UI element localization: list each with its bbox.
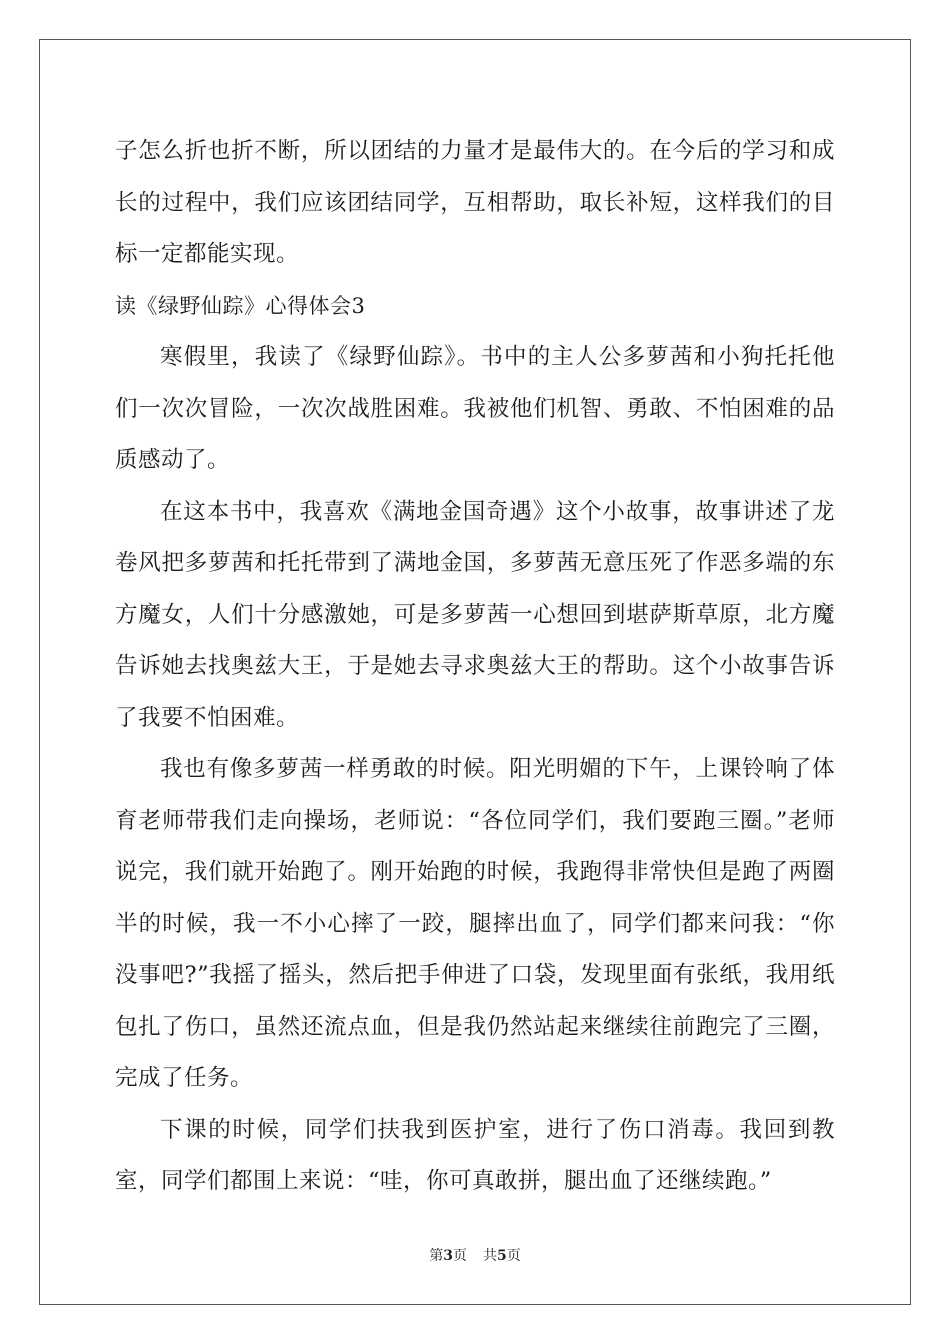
section-heading: 读《绿野仙踪》心得体会3 bbox=[115, 293, 366, 318]
page-footer bbox=[0, 1246, 950, 1266]
page-number: 第3页 bbox=[429, 1248, 467, 1264]
document-body bbox=[115, 126, 835, 1208]
paragraph: 下课的时候，同学们扶我到医护室，进行了伤口消毒。我回到教室，同学们都围上来说：“哇，你可真敢拼，腿出血了还继续跑。” bbox=[115, 1116, 835, 1194]
paragraph: 我也有像多萝茜一样勇敢的时候。阳光明媚的下午，上课铃响了体育老师带我们走向操场，老师说：“各位同学们，我们要跑三圈。”老师说完，我们就开始跑了。刚开始跑的时候，我跑得非常快但是跑了两圈半的时候，我一不小心摔了一跤，腿摔出血了，同学们都来问我：“你没事吧?”我摇了摇头，然后把手伸进了口袋，发现里面有张纸，我用纸包扎了伤口，虽然还流点血，但是我仍然站起来继续往前跑完了三圈，完成了任务。 bbox=[115, 756, 835, 1091]
paragraph: 在这本书中，我喜欢《满地金国奇遇》这个小故事，故事讲述了龙卷风把多萝茜和托托带到了满地金国，多萝茜无意压死了作恶多端的东方魔女，人们十分感激她，可是多萝茜一心想回到堪萨斯草原，北方魔告诉她去找奥兹大王，于是她去寻求奥兹大王的帮助。这个小故事告诉了我要不怕困难。 bbox=[115, 498, 835, 731]
page-total: 共5页 bbox=[483, 1248, 521, 1264]
current-page-number: 3 bbox=[443, 1248, 453, 1264]
total-page-number: 5 bbox=[497, 1248, 507, 1264]
paragraph: 寒假里，我读了《绿野仙踪》。书中的主人公多萝茜和小狗托托他们一次次冒险，一次次战胜困难。我被他们机智、勇敢、不怕困难的品质感动了。 bbox=[115, 344, 835, 473]
paragraph-continuation: 子怎么折也折不断，所以团结的力量才是最伟大的。在今后的学习和成长的过程中，我们应该团结同学，互相帮助，取长补短，这样我们的目标一定都能实现。 bbox=[115, 138, 835, 267]
